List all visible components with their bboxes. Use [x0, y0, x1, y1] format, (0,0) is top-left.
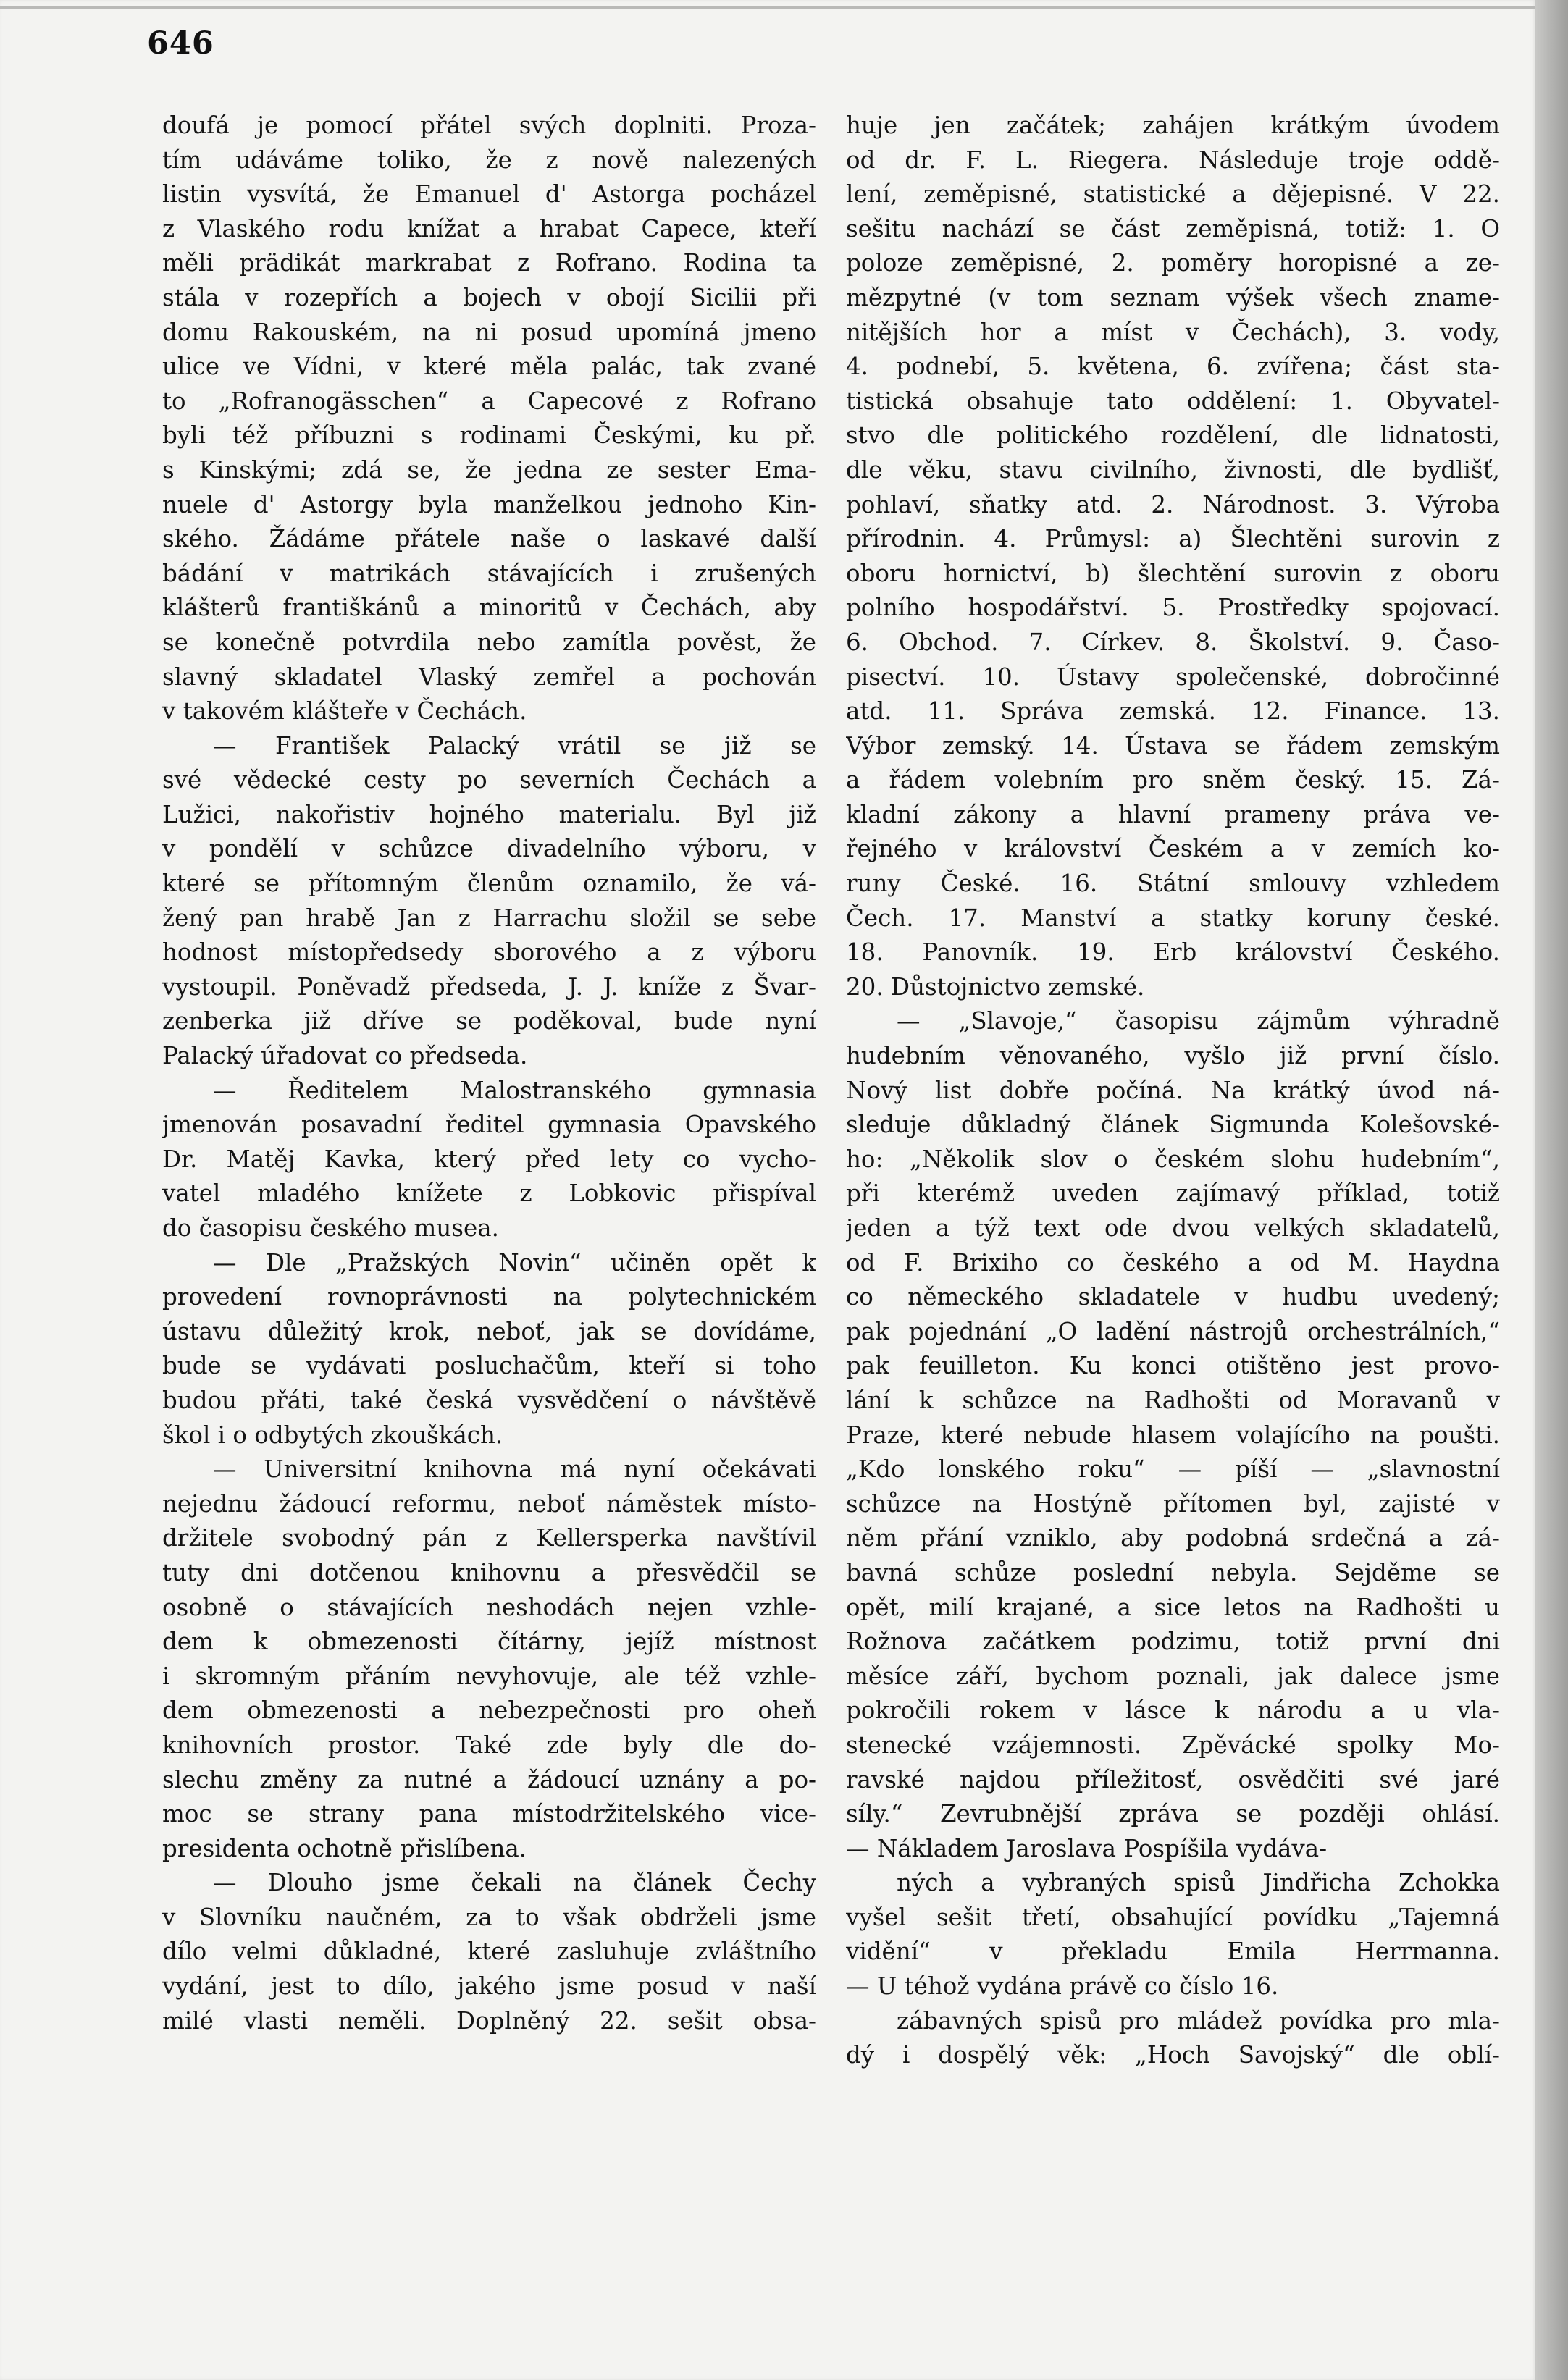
text-line: milé vlasti neměli. Doplněný 22. sešit obsa- [162, 2006, 816, 2035]
text-line: vidění“ v překladu Emila Herrmanna. [846, 1938, 1500, 1966]
text-line: „Kdo lonského roku“ — píší — „slavnostní [846, 1455, 1500, 1484]
text-line: od F. Brixiho co českého a od M. Haydna [846, 1248, 1500, 1277]
text-line: v takovém klášteře v Čechách. [162, 697, 527, 726]
text-line: — Ředitelem Malostranského gymnasia [213, 1076, 816, 1104]
text-line: domu Rakouském, na ni posud upomíná jmeno [162, 318, 816, 346]
text-line: — Nákladem Jaroslava Pospíšila vydáva- [846, 1834, 1328, 1862]
text-line: vatel mladého knížete z Lobkovic přispíval [162, 1180, 816, 1208]
text-line: i skromným přáním nevyhovuje, ale též vzhle- [162, 1662, 816, 1690]
text-line: Výbor zemský. 14. Ústava se řádem zemským [846, 731, 1500, 760]
text-line: Dr. Matěj Kavka, který před lety co vycho- [162, 1145, 816, 1173]
text-line: se konečně potvrdila nebo zamítla pověst, že [162, 628, 816, 656]
text-line: slechu změny za nutné a žádoucí uznány a po- [162, 1765, 816, 1794]
text-line: nejednu žádoucí reformu, neboť náměstek místo- [162, 1489, 816, 1518]
text-line: přírodnin. 4. Průmysl: a) Šlechtěni surovin z [846, 525, 1500, 553]
text-line: jeden a týž text ode dvou velkých skladatelů, [846, 1214, 1500, 1242]
text-line: řejného v království Českém a v zemích ko- [846, 835, 1500, 863]
text-line: nuele d' Astorgy byla manželkou jednoho Kin- [162, 490, 816, 518]
text-line: pokročili rokem v lásce k národu a u vla- [846, 1696, 1500, 1725]
text-line: ravské najdou příležitosť, osvědčiti své jaré [846, 1765, 1500, 1794]
text-line: škol i o odbytých zkouškách. [162, 1421, 503, 1449]
text-line: vystoupil. Poněvadž předseda, J. J. kníže z Švar- [162, 972, 816, 1001]
text-line: — Dlouho jsme čekali na článek Čechy [213, 1869, 816, 1897]
text-line: Nový list dobře počíná. Na krátký úvod ná- [846, 1076, 1500, 1104]
text-line: — U téhož vydána právě co číslo 16. [846, 1972, 1279, 2001]
text-line: 20. Důstojnictvo zemské. [846, 972, 1145, 1001]
text-line: dílo velmi důkladné, které zasluhuje zvláštního [162, 1938, 816, 1966]
text-line: kladní zákony a hlavní prameny práva ve- [846, 800, 1500, 828]
text-line: Rožnova začátkem podzimu, totiž první dni [846, 1628, 1500, 1656]
text-line: pak feuilleton. Ku konci otištěno jest provo- [846, 1352, 1500, 1380]
text-line: měsíce září, bychom poznali, jak dalece jsme [846, 1662, 1500, 1690]
text-line: byli též příbuzni s rodinami Českými, ku př. [162, 421, 816, 450]
text-line: od dr. F. L. Riegera. Následuje troje oddě- [846, 146, 1500, 174]
text-line: dý i dospělý věk: „Hoch Savojský“ dle oblí- [846, 2041, 1500, 2069]
text-line: jmenován posavadní ředitel gymnasia Opavského [162, 1111, 816, 1139]
text-line: ho: „Několik slov o českém slohu hudebním“, [846, 1145, 1500, 1173]
text-line: Čech. 17. Manství a statky koruny české. [846, 904, 1500, 932]
text-line: stála v rozepřích a bojech v obojí Sicilii při [162, 283, 816, 311]
text-line: listin vysvítá, že Emanuel d' Astorga pocházel [162, 180, 816, 209]
text-line: bude se vydávati posluchačům, kteří si toho [162, 1352, 816, 1380]
text-line: sešitu nachází se část zeměpisná, totiž: 1. O [846, 214, 1500, 243]
left-column [162, 109, 816, 2310]
text-line: hodnost místopředsedy sborového a z výboru [162, 938, 816, 967]
text-line: opět, milí krajané, a sice letos na Radhošti u [846, 1593, 1500, 1621]
text-line: presidenta ochotně přislíbena. [162, 1834, 527, 1862]
text-line: — František Palacký vrátil se již se [213, 731, 816, 760]
text-line: osobně o stávajících neshodách nejen vzhle- [162, 1593, 816, 1621]
text-line: co německého skladatele v hudbu uvedený; [846, 1283, 1500, 1311]
text-line: pak pojednání „O ladění nástrojů orchestrálních,“ [846, 1317, 1500, 1345]
text-line: do časopisu českého musea. [162, 1214, 499, 1242]
text-line: budou přáti, také česká vysvědčení o návštěvě [162, 1386, 816, 1414]
text-line: 4. podnebí, 5. květena, 6. zvířena; část sta- [846, 353, 1500, 381]
text-line: slavný skladatel Vlaský zemřel a pochován [162, 663, 816, 691]
text-line: v pondělí v schůzce divadelního výboru, v [162, 835, 816, 863]
top-rule [0, 6, 1535, 9]
text-line: a řádem volebním pro sněm český. 15. Zá- [846, 766, 1500, 794]
text-line: při kterémž uveden zajímavý příklad, totiž [846, 1180, 1500, 1208]
text-line: moc se strany pana místodržitelského vice- [162, 1800, 816, 1828]
text-line: 18. Panovník. 19. Erb království Českého. [846, 938, 1500, 967]
text-line: zábavných spisů pro mládež povídka pro mla- [897, 2006, 1500, 2035]
page-number: 646 [147, 25, 214, 62]
text-line: ných a vybraných spisů Jindřicha Zchokka [897, 1869, 1500, 1897]
text-line: dem k obmezenosti čítárny, jejíž místnost [162, 1628, 816, 1656]
text-line: které se přítomným členům oznamilo, že vá- [162, 870, 816, 898]
text-line: z Vlaského rodu knížat a hrabat Capece, kteří [162, 214, 816, 243]
text-line: — „Slavoje,“ časopisu zájmům výhradně [897, 1007, 1500, 1035]
text-line: žený pan hrabě Jan z Harrachu složil se sebe [162, 904, 816, 932]
text-line: své vědecké cesty po severních Čechách a [162, 766, 816, 794]
text-line: něm přání vzniklo, aby podobná srdečná a zá- [846, 1524, 1500, 1552]
text-line: tím udáváme toliko, že z nově nalezených [162, 146, 816, 174]
text-line: ulice ve Vídni, v které měla palác, tak zvané [162, 353, 816, 381]
text-line: provedení rovnoprávnosti na polytechnickém [162, 1283, 816, 1311]
text-line: vyšel sešit třetí, obsahující povídku „Tajemná [846, 1903, 1500, 1931]
text-line: knihovních prostor. Také zde byly dle do- [162, 1731, 816, 1759]
text-line: měli prädikát markrabat z Rofrano. Rodina ta [162, 249, 816, 277]
text-line: s Kinskými; zdá se, že jedna ze sester Ema- [162, 455, 816, 484]
text-line: schůzce na Hostýně přítomen byl, zajisté v [846, 1489, 1500, 1518]
text-line: oboru hornictví, b) šlechtění surovin z oboru [846, 559, 1500, 587]
text-line: runy České. 16. Státní smlouvy vzhledem [846, 870, 1500, 898]
text-line: tuty dni dotčenou knihovnu a přesvědčil se [162, 1558, 816, 1586]
text-line: poloze zeměpisné, 2. poměry horopisné a ze- [846, 249, 1500, 277]
text-line: pohlaví, sňatky atd. 2. Národnost. 3. Výroba [846, 490, 1500, 518]
text-line: bavná schůze poslední nebyla. Sejděme se [846, 1558, 1500, 1586]
text-line: v Slovníku naučném, za to však obdrželi jsme [162, 1903, 816, 1931]
text-line: zenberka již dříve se poděkoval, bude nyní [162, 1007, 816, 1035]
text-line: Lužici, nakořistiv hojného materialu. Byl již [162, 800, 816, 828]
text-line: držitele svobodný pán z Kellersperka navštívil [162, 1524, 816, 1552]
text-line: ského. Žádáme přátele naše o laskavé další [162, 525, 816, 553]
text-line: — Universitní knihovna má nyní očekávati [213, 1455, 816, 1484]
text-line: nitějších hor a míst v Čechách), 3. vody, [846, 318, 1500, 346]
text-line: ústavu důležitý krok, neboť, jak se dovídáme, [162, 1317, 816, 1345]
text-line: 6. Obchod. 7. Církev. 8. Školství. 9. Časo- [846, 628, 1500, 656]
text-line: lení, zeměpisné, statistické a dějepisné. V 22. [846, 180, 1500, 209]
page-edge-shadow [1535, 0, 1568, 2380]
text-line: Praze, které nebude hlasem volajícího na poušti. [846, 1421, 1500, 1449]
text-line: polního hospodářství. 5. Prostředky spojovací. [846, 594, 1500, 622]
text-line: stenecké vzájemnosti. Zpěvácké spolky Mo- [846, 1731, 1500, 1759]
text-line: dle věku, stavu civilního, živnosti, dle bydlišť, [846, 455, 1500, 484]
text-line: síly.“ Zevrubnější zpráva se později ohlásí. [846, 1800, 1500, 1828]
text-line: vydání, jest to dílo, jakého jsme posud v naší [162, 1972, 816, 2001]
text-line: atd. 11. Správa zemská. 12. Finance. 13. [846, 697, 1500, 726]
text-line: Palacký úřadovat co předseda. [162, 1042, 528, 1070]
text-line: — Dle „Pražských Novin“ učiněn opět k [213, 1248, 816, 1277]
text-line: sleduje důkladný článek Sigmunda Kolešovské- [846, 1111, 1500, 1139]
text-line: lání k schůzce na Radhošti od Moravanů v [846, 1386, 1500, 1414]
text-line: pisectví. 10. Ústavy společenské, dobročinné [846, 663, 1500, 691]
text-line: hudebním věnovaného, vyšlo již první číslo. [846, 1042, 1500, 1070]
text-line: dem obmezenosti a nebezpečnosti pro oheň [162, 1696, 816, 1725]
text-line: to „Rofranogässchen“ a Capecové z Rofrano [162, 387, 816, 415]
text-line: klášterů františkánů a minoritů v Čechách, aby [162, 594, 816, 622]
right-column [846, 109, 1500, 2310]
text-line: mězpytné (v tom seznam výšek všech zname- [846, 283, 1500, 311]
text-line: stvo dle politického rozdělení, dle lidnatosti, [846, 421, 1500, 450]
text-line: doufá je pomocí přátel svých doplniti. Proza- [162, 112, 816, 139]
text-line: huje jen začátek; zahájen krátkým úvodem [846, 112, 1500, 139]
text-line: bádání v matrikách stávajících i zrušených [162, 559, 816, 587]
text-line: tistická obsahuje tato oddělení: 1. Obyvatel- [846, 387, 1500, 415]
